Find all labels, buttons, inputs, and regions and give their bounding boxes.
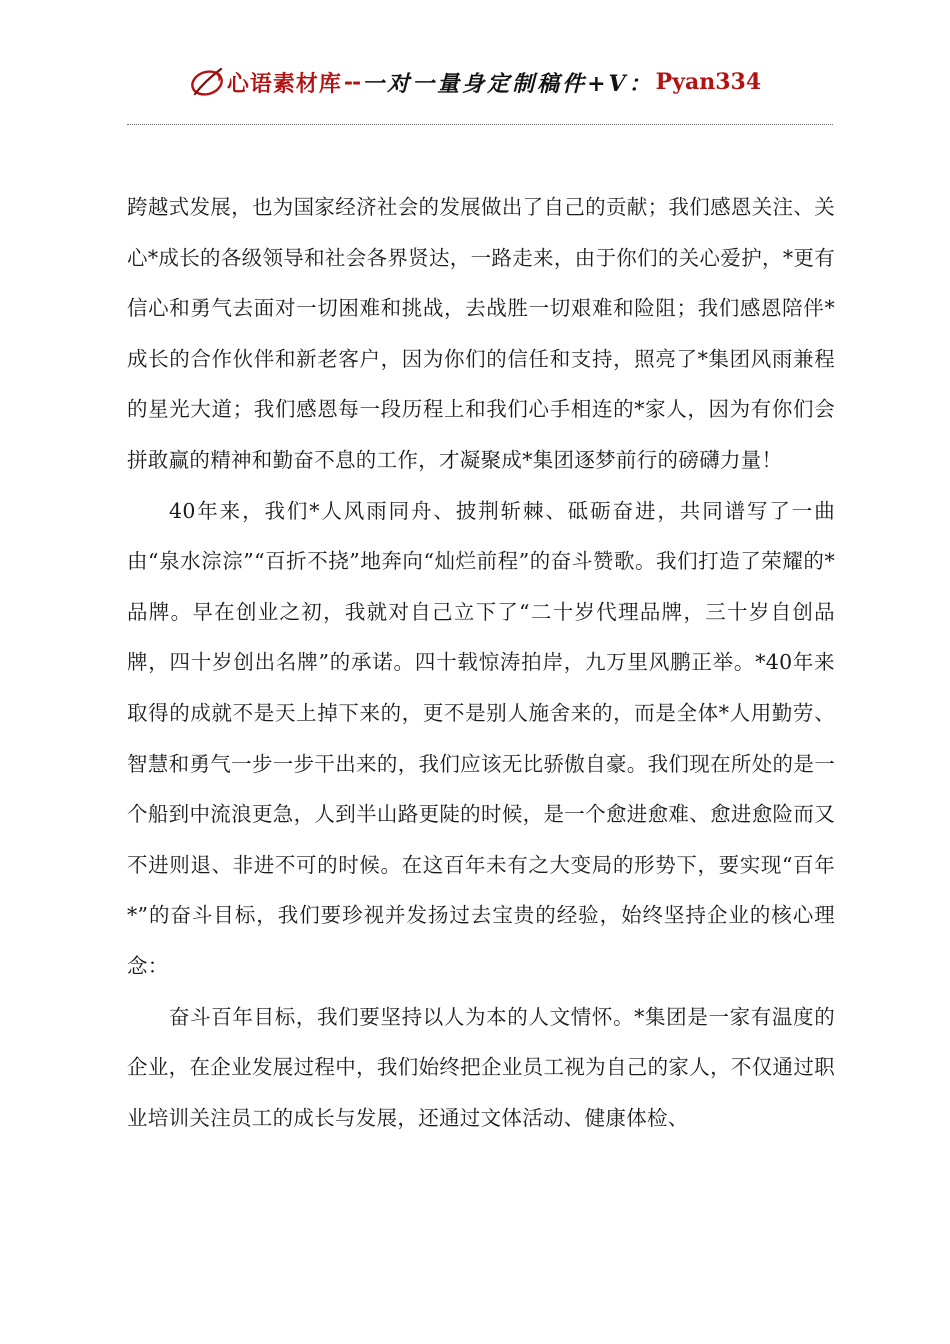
document-body [127,182,835,1143]
paragraph-forty-years: 40年来，我们*人风雨同舟、披荆斩棘、砥砺奋进，共同谱写了一曲由“泉水淙淙”“百折不挠”地奔向“灿烂前程”的奋斗赞歌。我们打造了荣耀的*品牌。早在创业之初，我就对自己立下了“二十岁代理品牌，三十岁自创品牌，四十岁创出名牌”的承诺。四十载惊涛拍岸，九万里风鹏正举。*40年来取得的成就不是天上掉下来的，更不是别人施舍来的，而是全体*人用勤劳、智慧和勇气一步一步干出来的，我们应该无比骄傲自豪。我们现在所处的是一个船到中流浪更急，人到半山路更陡的时候，是一个愈进愈难、愈进愈险而又不进则退、非进不可的时候。在这百年未有之大变局的形势下，要实现“百年*”的奋斗目标，我们要珍视并发扬过去宝贵的经验，始终坚持企业的核心理念： [127,498,835,978]
quill-swirl-icon [189,64,225,100]
header-dash: -- [343,69,361,95]
paragraph-people-oriented: 奋斗百年目标，我们要坚持以人为本的人文情怀。*集团是一家有温度的企业，在企业发展过程中，我们始终把企业员工视为自己的家人，不仅通过职业培训关注员工的成长与发展，还通过文体活动、健康体检、 [127,1004,835,1130]
header-brand: 心语素材库 [226,70,342,97]
paragraph-continued: 跨越式发展，也为国家经济社会的发展做出了自己的贡献；我们感恩关注、关心*成长的各级领导和社会各界贤达，一路走来，由于你们的关心爱护，*更有信心和勇气去面对一切困难和挑战，去战胜一切艰难和险阻；我们感恩陪伴*成长的合作伙伴和新老客户，因为你们的信任和支持，照亮了*集团风雨兼程的星光大道；我们感恩每一段历程上和我们心手相连的*家人，因为有你们会拼敢赢的精神和勤奋不息的工作，才凝聚成*集团逐梦前行的磅礴力量！ [127,195,835,472]
header-tagline: 一对一量身定制稿件+V： [362,70,654,97]
header-contact-code: Pyan334 [655,69,762,95]
document-header [0,58,950,106]
header-divider [127,124,833,125]
